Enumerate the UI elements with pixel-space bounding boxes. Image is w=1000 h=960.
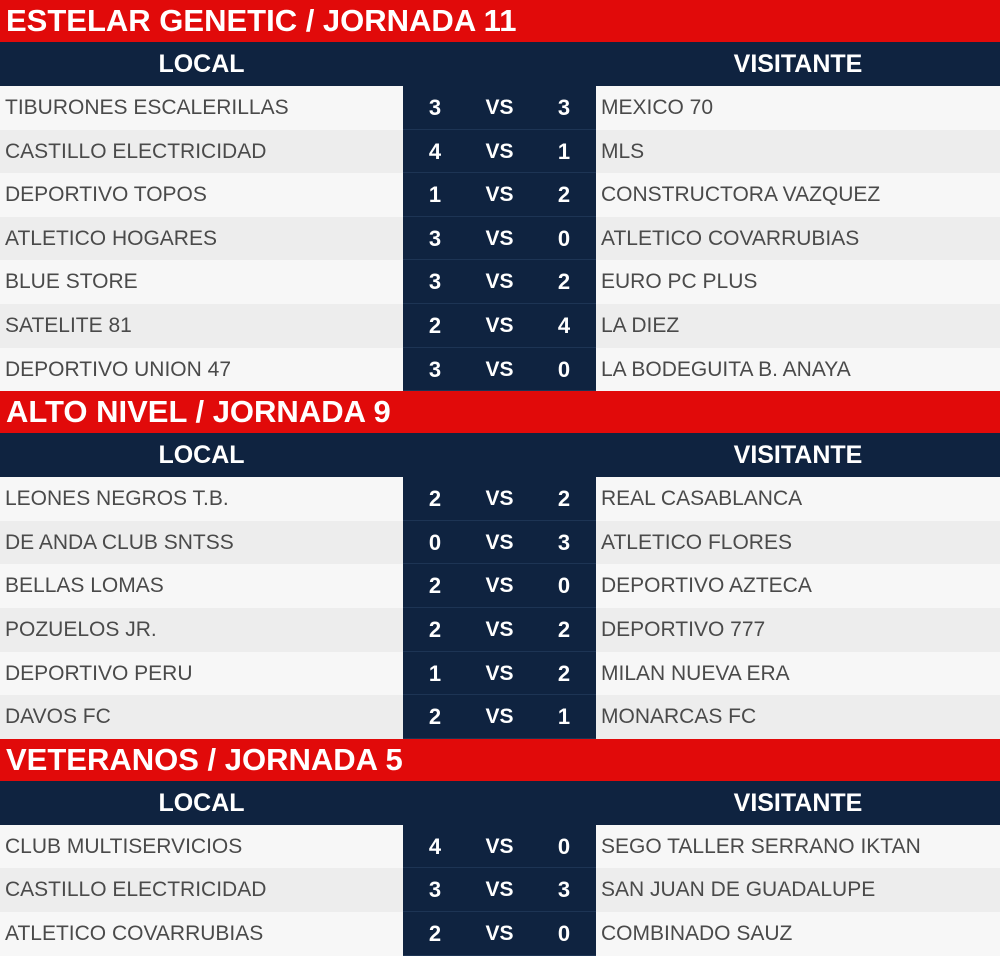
- local-team: SATELITE 81: [0, 304, 403, 348]
- section-title: VETERANOS / JORNADA 5: [0, 739, 1000, 781]
- local-goals: 4: [428, 138, 442, 164]
- column-header-row: [0, 433, 1000, 477]
- visit-team: LA DIEZ: [596, 304, 1000, 348]
- score-box: [403, 260, 596, 304]
- local-goals: 2: [428, 920, 442, 946]
- visit-goals: 0: [557, 920, 571, 946]
- visit-goals: 2: [557, 616, 571, 642]
- vs-label: VS: [485, 183, 514, 207]
- local-goals: 2: [428, 704, 442, 730]
- local-team: CASTILLO ELECTRICIDAD: [0, 130, 403, 174]
- visit-team: MEXICO 70: [596, 86, 1000, 130]
- visit-goals: 0: [557, 225, 571, 251]
- score-box: [403, 912, 596, 956]
- section-title: ESTELAR GENETIC / JORNADA 11: [0, 0, 1000, 42]
- local-team: DEPORTIVO PERU: [0, 652, 403, 696]
- score-box: [403, 608, 596, 652]
- visit-team: SAN JUAN DE GUADALUPE: [596, 868, 1000, 912]
- column-header-row: [0, 42, 1000, 86]
- local-team: TIBURONES ESCALERILLAS: [0, 86, 403, 130]
- local-header: LOCAL: [158, 441, 245, 470]
- visit-goals: 2: [557, 269, 571, 295]
- match-row: [0, 608, 1000, 652]
- section-estelar: [0, 0, 1000, 391]
- local-team: POZUELOS JR.: [0, 608, 403, 652]
- visit-team: MILAN NUEVA ERA: [596, 652, 1000, 696]
- score-box: [403, 86, 596, 130]
- local-goals: 2: [428, 312, 442, 338]
- visit-goals: 2: [557, 486, 571, 512]
- match-row: [0, 521, 1000, 565]
- local-team: BLUE STORE: [0, 260, 403, 304]
- score-box: [403, 652, 596, 696]
- visit-team: LA BODEGUITA B. ANAYA: [596, 348, 1000, 392]
- visit-goals: 3: [557, 529, 571, 555]
- section-veteranos: [0, 739, 1000, 956]
- visit-team: REAL CASABLANCA: [596, 477, 1000, 521]
- vs-label: VS: [485, 96, 514, 119]
- visitante-header: VISITANTE: [733, 441, 863, 470]
- visit-goals: 2: [557, 660, 571, 686]
- local-goals: 3: [428, 877, 442, 903]
- local-goals: 0: [428, 529, 442, 555]
- visit-goals: 2: [557, 182, 571, 208]
- score-box: [403, 564, 596, 608]
- visit-team: DEPORTIVO AZTECA: [596, 564, 1000, 608]
- visit-goals: 3: [557, 95, 571, 120]
- local-team: LEONES NEGROS T.B.: [0, 477, 403, 521]
- visit-goals: 4: [557, 312, 571, 338]
- visit-goals: 1: [557, 704, 571, 730]
- match-row: [0, 173, 1000, 217]
- local-goals: 3: [428, 269, 442, 295]
- visit-team: MLS: [596, 130, 1000, 174]
- local-goals: 2: [428, 486, 442, 512]
- local-team: DAVOS FC: [0, 695, 403, 739]
- visit-team: MONARCAS FC: [596, 695, 1000, 739]
- visit-team: COMBINADO SAUZ: [596, 912, 1000, 956]
- local-team: ATLETICO COVARRUBIAS: [0, 912, 403, 956]
- section-alto-nivel: [0, 391, 1000, 739]
- visitante-header: VISITANTE: [733, 788, 863, 817]
- visit-team: DEPORTIVO 777: [596, 608, 1000, 652]
- visit-goals: 1: [557, 138, 571, 164]
- score-box: [403, 521, 596, 565]
- score-header-spacer: [403, 42, 596, 86]
- section-title: ALTO NIVEL / JORNADA 9: [0, 391, 1000, 433]
- score-box: [403, 304, 596, 348]
- local-team: BELLAS LOMAS: [0, 564, 403, 608]
- score-box: [403, 130, 596, 174]
- vs-label: VS: [485, 487, 514, 511]
- score-box: [403, 825, 596, 869]
- vs-label: VS: [485, 313, 514, 337]
- local-goals: 2: [428, 573, 442, 599]
- visitante-header: VISITANTE: [733, 50, 863, 78]
- local-team: CLUB MULTISERVICIOS: [0, 825, 403, 869]
- local-team: DEPORTIVO TOPOS: [0, 173, 403, 217]
- score-header-spacer: [403, 433, 596, 477]
- score-box: [403, 477, 596, 521]
- vs-label: VS: [485, 139, 514, 163]
- match-row: [0, 652, 1000, 696]
- vs-label: VS: [485, 617, 514, 641]
- score-box: [403, 217, 596, 261]
- local-goals: 3: [428, 225, 442, 251]
- match-row: [0, 825, 1000, 869]
- vs-label: VS: [485, 574, 514, 598]
- match-row: [0, 912, 1000, 956]
- column-header-row: [0, 781, 1000, 825]
- local-goals: 3: [428, 356, 442, 382]
- score-box: [403, 348, 596, 392]
- vs-label: VS: [485, 357, 514, 381]
- local-team: DEPORTIVO UNION 47: [0, 348, 403, 392]
- score-box: [403, 173, 596, 217]
- local-header: LOCAL: [158, 50, 245, 78]
- local-team: ATLETICO HOGARES: [0, 217, 403, 261]
- vs-label: VS: [485, 921, 514, 945]
- vs-label: VS: [485, 705, 514, 729]
- vs-label: VS: [485, 226, 514, 250]
- vs-label: VS: [485, 834, 514, 858]
- match-row: [0, 217, 1000, 261]
- match-row: [0, 695, 1000, 739]
- local-goals: 1: [428, 660, 442, 686]
- local-goals: 2: [428, 616, 442, 642]
- local-team: CASTILLO ELECTRICIDAD: [0, 868, 403, 912]
- score-box: [403, 695, 596, 739]
- vs-label: VS: [485, 878, 514, 902]
- local-goals: 4: [428, 833, 442, 859]
- local-header: LOCAL: [158, 788, 245, 817]
- vs-label: VS: [485, 270, 514, 294]
- match-row: [0, 564, 1000, 608]
- local-team: DE ANDA CLUB SNTSS: [0, 521, 403, 565]
- match-row: [0, 260, 1000, 304]
- score-box: [403, 868, 596, 912]
- match-row: [0, 477, 1000, 521]
- match-row: [0, 348, 1000, 392]
- visit-goals: 3: [557, 877, 571, 903]
- visit-team: EURO PC PLUS: [596, 260, 1000, 304]
- match-row: [0, 130, 1000, 174]
- match-row: [0, 868, 1000, 912]
- match-row: [0, 304, 1000, 348]
- visit-team: CONSTRUCTORA VAZQUEZ: [596, 173, 1000, 217]
- visit-goals: 0: [557, 833, 571, 859]
- visit-team: ATLETICO COVARRUBIAS: [596, 217, 1000, 261]
- local-goals: 3: [428, 95, 442, 120]
- score-header-spacer: [403, 781, 596, 825]
- match-row: [0, 86, 1000, 130]
- visit-goals: 0: [557, 356, 571, 382]
- vs-label: VS: [485, 661, 514, 685]
- local-goals: 1: [428, 182, 442, 208]
- vs-label: VS: [485, 530, 514, 554]
- visit-goals: 0: [557, 573, 571, 599]
- visit-team: ATLETICO FLORES: [596, 521, 1000, 565]
- visit-team: SEGO TALLER SERRANO IKTAN: [596, 825, 1000, 869]
